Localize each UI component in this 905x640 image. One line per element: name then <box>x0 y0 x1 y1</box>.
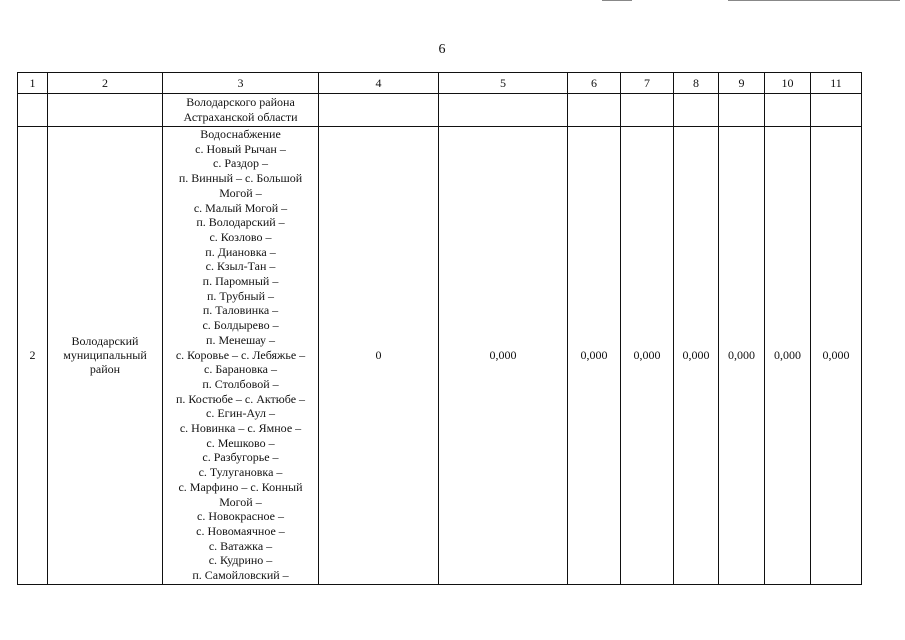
object-list <box>163 127 318 583</box>
value-col-11: 0,000 <box>822 347 850 362</box>
continued-line: Астраханской области <box>183 110 298 124</box>
continued-object-name <box>163 95 318 125</box>
object-line: п. Таловинка – <box>202 303 279 318</box>
header-col-11: 11 <box>830 75 842 90</box>
district-line: Володарский <box>71 334 139 348</box>
district-name <box>48 127 162 583</box>
object-line: Могой – <box>219 185 262 200</box>
district-line: район <box>89 362 121 376</box>
value-col-7: 0,000 <box>633 347 661 362</box>
object-line: с. Новый Рычан – <box>195 141 286 156</box>
header-col-7: 7 <box>644 75 650 90</box>
object-line: п. Самойловский – <box>192 568 289 583</box>
header-rule <box>17 93 862 94</box>
header-col-5: 5 <box>500 75 506 90</box>
header-col-10: 10 <box>781 75 794 90</box>
object-line: с. Новомаячное – <box>196 523 285 538</box>
object-line: с. Тулугановка – <box>198 465 283 480</box>
page-number: 6 <box>438 42 446 57</box>
object-line: с. Марфино – с. Конный <box>178 479 303 494</box>
header-col-8: 8 <box>693 75 699 90</box>
object-line: с. Коровье – с. Лебяжье – <box>175 347 306 362</box>
object-line: с. Кудрино – <box>208 553 273 568</box>
object-line: п. Менешау – <box>206 332 275 347</box>
header-col-6: 6 <box>591 75 597 90</box>
object-line: с. Мешково – <box>206 435 275 450</box>
object-line: п. Костюбе – с. Актюбе – <box>175 391 306 406</box>
header-col-2: 2 <box>102 75 108 90</box>
continued-line: Володарского района <box>186 95 295 109</box>
object-line: с. Разбугорье – <box>202 450 279 465</box>
object-line: с. Барановка – <box>204 362 277 377</box>
object-line: п. Винный – с. Большой <box>178 171 303 186</box>
object-line: п. Паромный – <box>202 274 279 289</box>
object-line: с. Новокрасное – <box>197 509 284 524</box>
header-col-3: 3 <box>237 75 244 90</box>
header-col-9: 9 <box>738 75 745 90</box>
object-line: с. Ватажка – <box>208 538 273 553</box>
object-line: Водоснабжение <box>200 127 281 141</box>
table-border-bottom <box>17 584 862 585</box>
value-col-6: 0,000 <box>580 347 608 362</box>
object-line: п. Володарский – <box>196 215 285 230</box>
value-col-8: 0,000 <box>682 347 710 362</box>
object-line: с. Болдырево – <box>202 318 279 333</box>
object-line: с. Кзыл-Тан – <box>205 259 276 274</box>
value-col-4: 0 <box>375 347 382 362</box>
object-line: п. Столбовой – <box>202 376 279 391</box>
value-col-10: 0,000 <box>774 347 801 362</box>
header-col-1: 1 <box>29 75 36 90</box>
object-line: с. Новинка – с. Ямное – <box>179 421 302 436</box>
row-number: 2 <box>29 347 36 362</box>
value-col-9: 0,000 <box>728 347 755 362</box>
header-col-4: 4 <box>375 75 382 90</box>
object-line: с. Малый Могой – <box>193 200 288 215</box>
value-col-5: 0,000 <box>489 347 517 362</box>
object-line: с. Раздор – <box>213 156 268 171</box>
table-border-right <box>861 72 862 585</box>
district-line: муниципальный <box>63 348 147 362</box>
object-line: с. Егин-Аул – <box>206 406 275 421</box>
object-line: Могой – <box>219 494 262 509</box>
object-line: п. Диановка – <box>205 244 276 259</box>
object-line: п. Трубный – <box>207 288 274 303</box>
object-line: с. Козлово – <box>209 229 272 244</box>
